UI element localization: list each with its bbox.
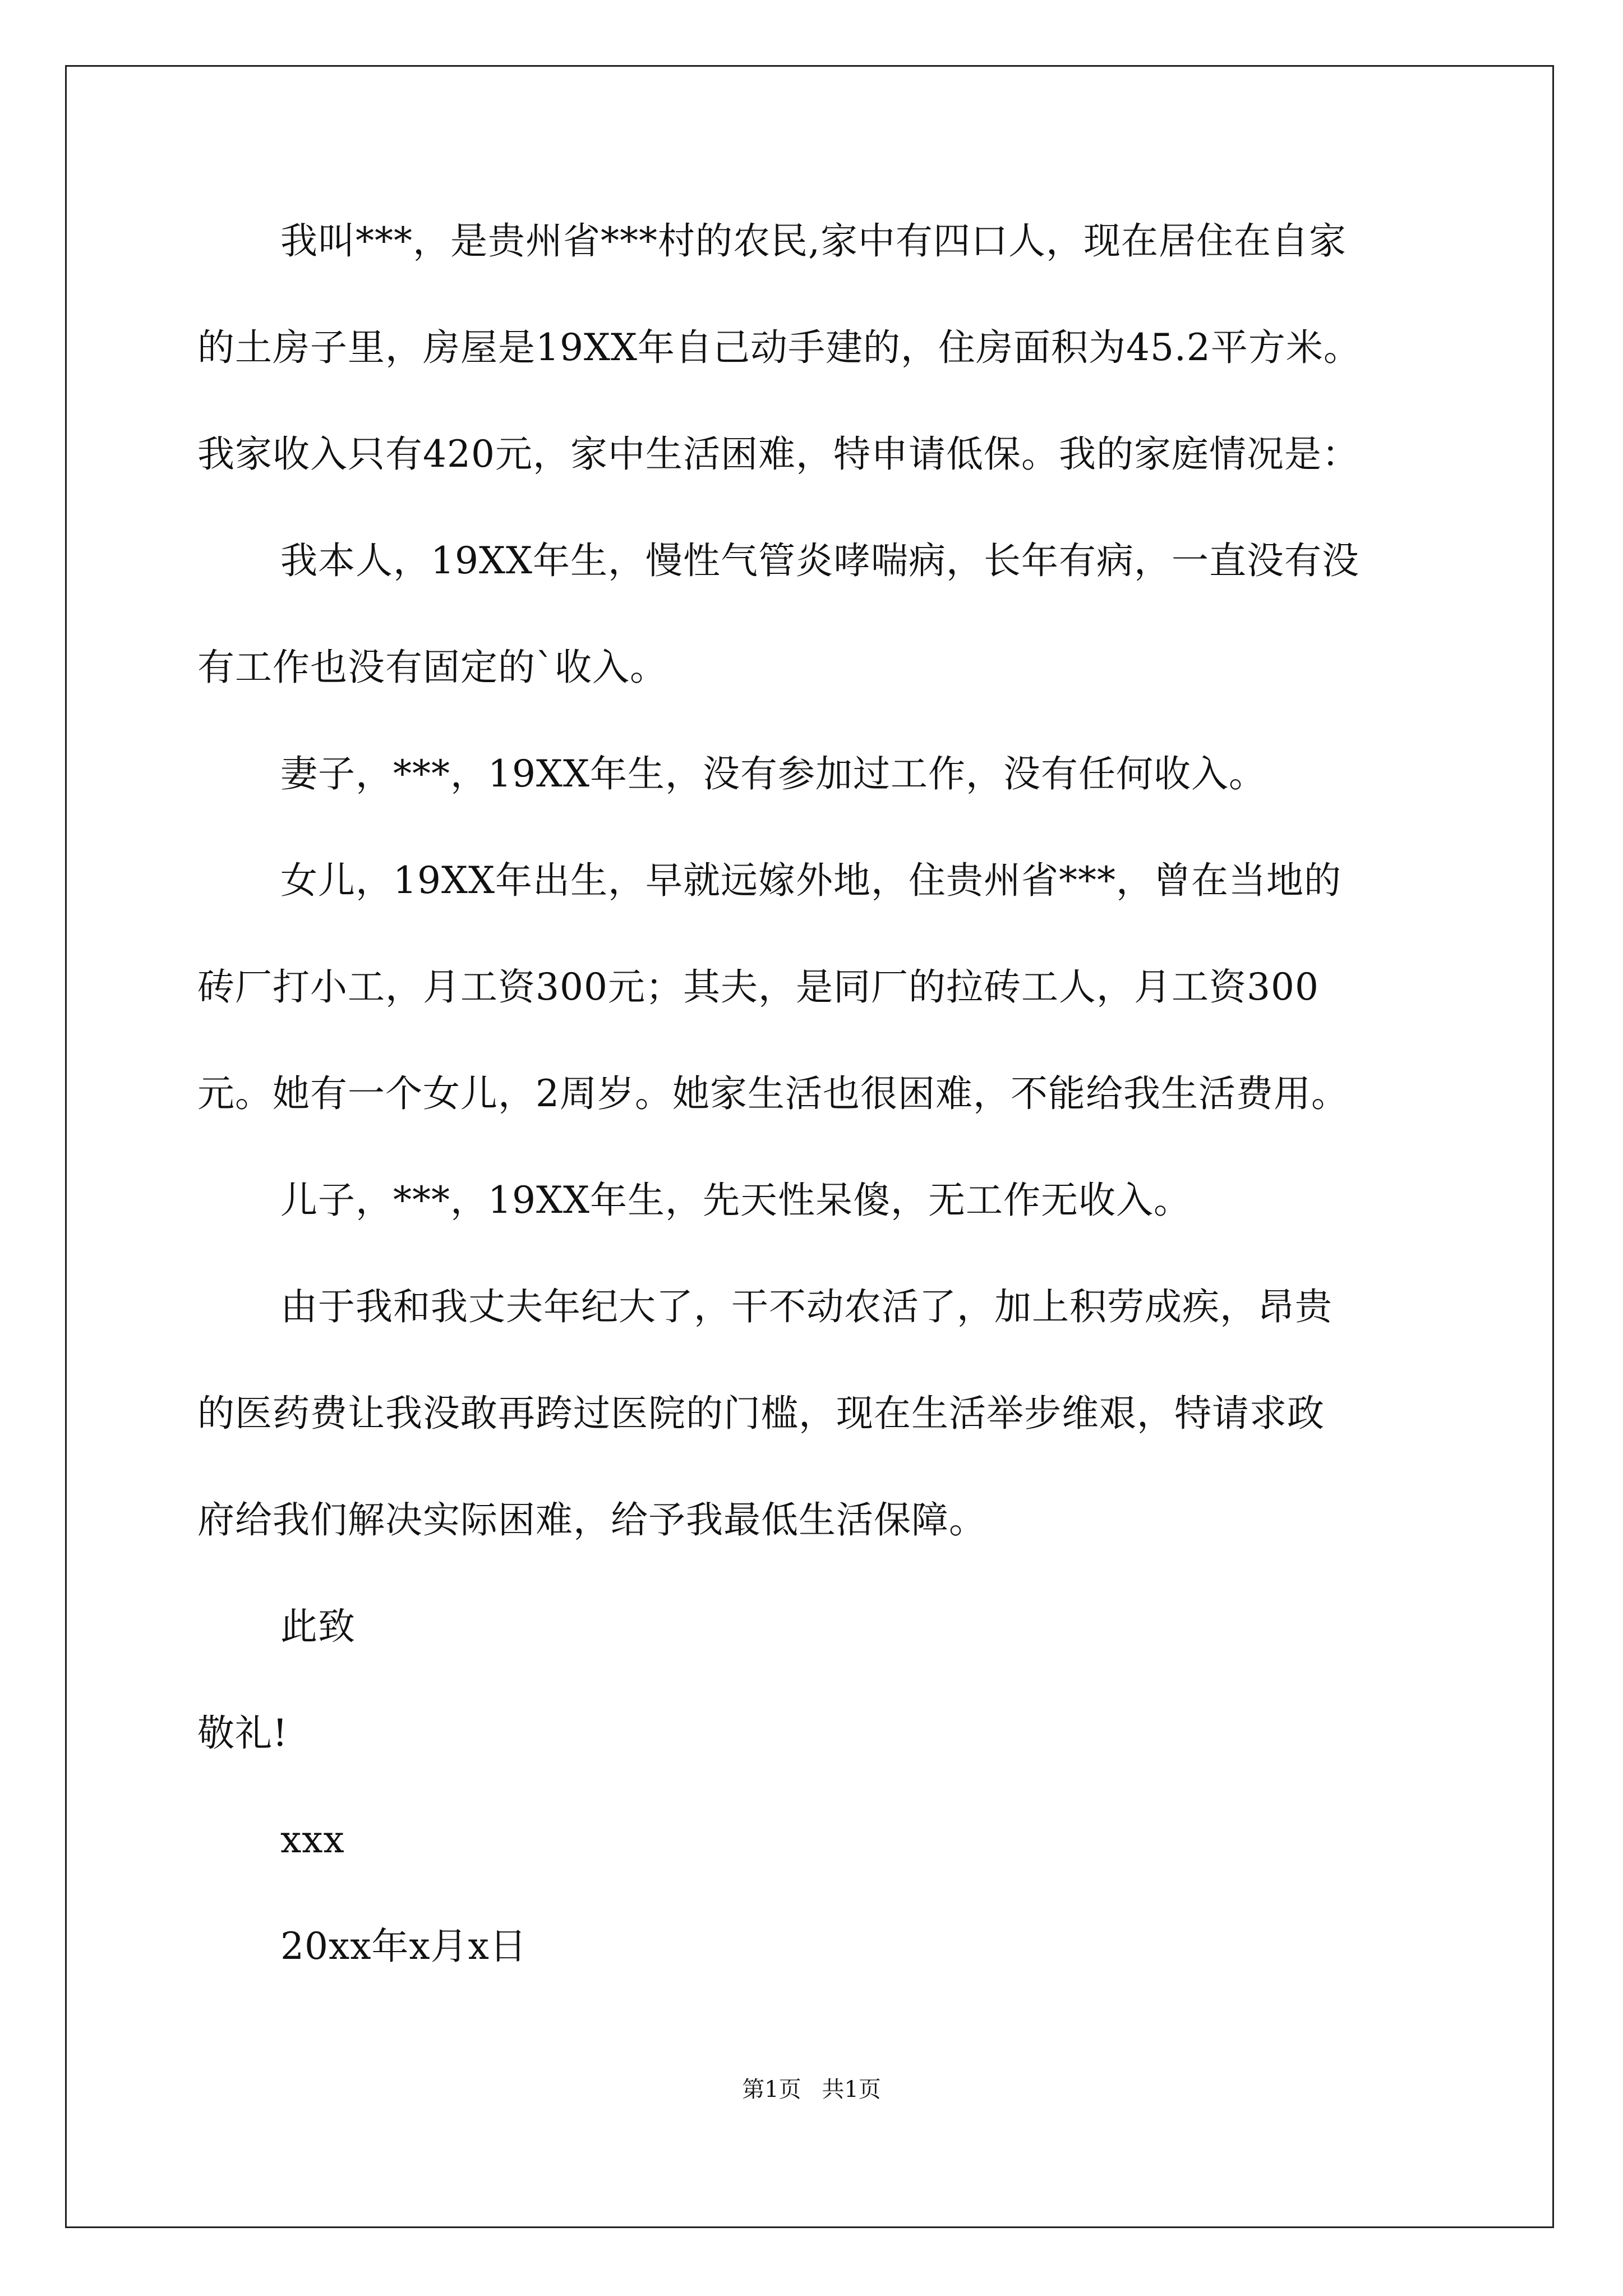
page-total: 共1页 [822, 2077, 881, 2102]
paragraph-line: 儿子，***，19XX年生，先天性呆傻，无工作无收入。 [280, 1179, 1191, 1222]
date-line: 20xx年x月x日 [280, 1925, 527, 1968]
paragraph-line: 砖厂打小工，月工资300元；其夫，是同厂的拉砖工人，月工资300 [197, 965, 1319, 1009]
paragraph-line: 的医药费让我没敢再跨过医院的门槛，现在生活举步维艰，特请求政 [197, 1392, 1325, 1435]
paragraph-line: 的土房子里，房屋是19XX年自己动手建的，住房面积为45.2平方米。 [197, 326, 1361, 369]
paragraph-line: 我叫***，是贵州省***村的农民,家中有四口人，现在居住在自家 [280, 219, 1347, 263]
paragraph-line: 我本人，19XX年生，慢性气管炎哮喘病，长年有病，一直没有没 [280, 539, 1359, 582]
salutation: 敬礼! [197, 1711, 288, 1755]
paragraph-line: 元。她有一个女儿，2周岁。她家生活也很困难，不能给我生活费用。 [197, 1072, 1349, 1115]
page-number: 第1页 [742, 2077, 801, 2102]
paragraph-line: 府给我们解决实际困难，给予我最低生活保障。 [197, 1498, 986, 1542]
paragraph-line: 我家收入只有420元，家中生活困难，特申请低保。我的家庭情况是： [197, 432, 1359, 476]
closing-line: 此致 [280, 1605, 356, 1648]
page-footer [0, 2076, 1623, 2104]
paragraph-line: 妻子，***，19XX年生，没有参加过工作，没有任何收入。 [280, 752, 1266, 795]
paragraph-line: 女儿，19XX年出生，早就远嫁外地，住贵州省***，曾在当地的 [280, 859, 1341, 902]
page-frame [65, 65, 1554, 2228]
signature: xxx [280, 1818, 345, 1861]
paragraph-line: 由于我和我丈夫年纪大了，干不动农活了，加上积劳成疾，昂贵 [280, 1285, 1332, 1328]
paragraph-line: 有工作也没有固定的`收入。 [197, 646, 667, 689]
